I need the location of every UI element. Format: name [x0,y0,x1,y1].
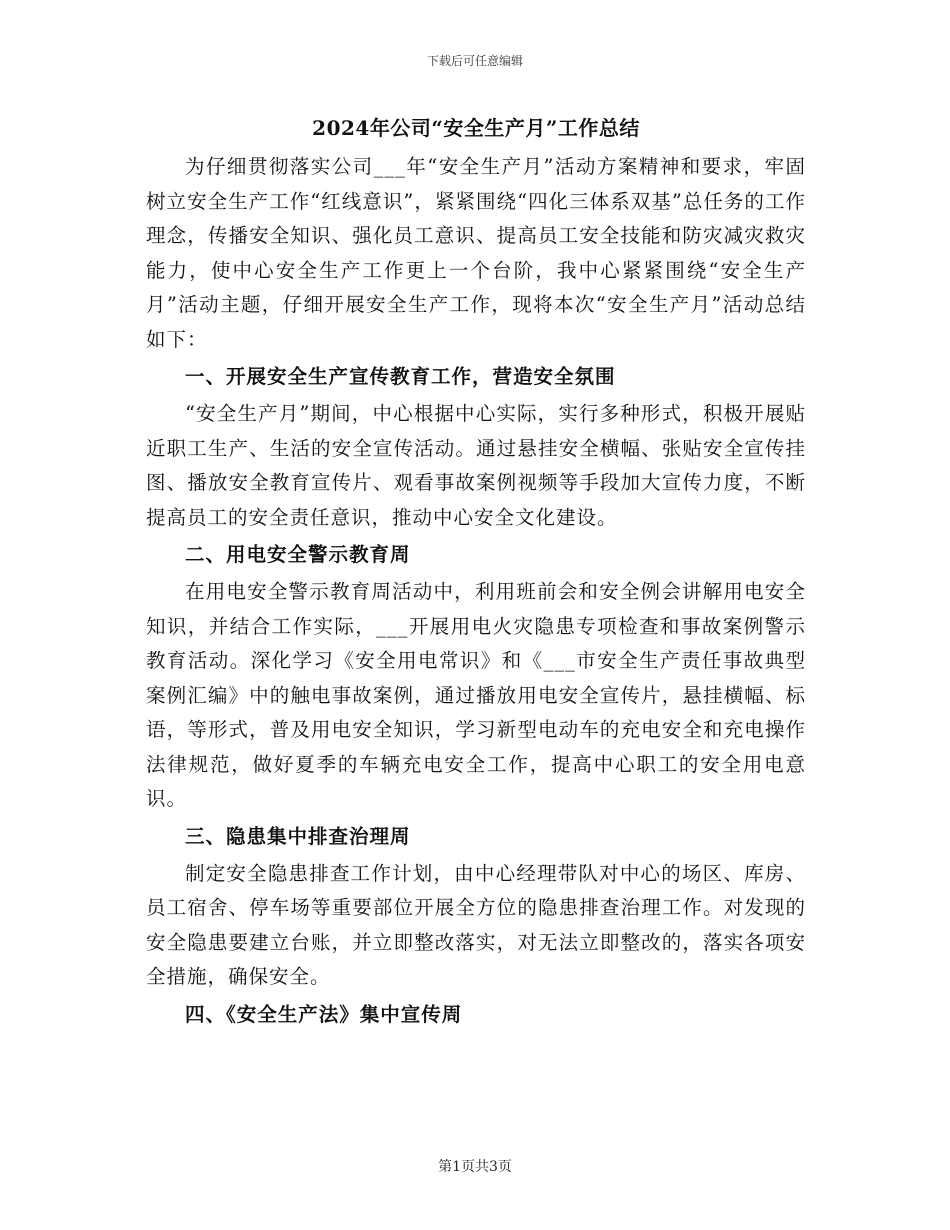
download-note: 下载后可任意编辑 [426,54,523,68]
section-paragraph-1: “安全生产月”期间，中心根据中心实际，实行多种形式，积极开展贴近职工生产、生活的安全宣传活动。通过悬挂安全横幅、张贴安全宣传挂图、播放安全教育宣传片、观看事故案例视频等手段加大宣传力度，不断提高员工的安全责任意识，推动中心安全文化建设。 [146,402,806,529]
section-heading-2: 二、用电安全警示教育周 [185,543,411,566]
section-paragraph-3: 制定安全隐患排查工作计划，由中心经理带队对中心的场区、库房、员工宿舍、停车场等重要部位开展全方位的隐患排查治理工作。对发现的安全隐患要建立台账，并立即整改落实，对无法立即整改的，落实各项安全措施，确保安全。 [146,861,806,988]
page-number: 第1页共3页 [438,1159,512,1175]
section-heading-4: 四、《安全生产法》集中宣传周 [185,1002,463,1026]
section-paragraph-2: 在用电安全警示教育周活动中，利用班前会和安全例会讲解用电安全知识，并结合工作实际，___开展用电火灾隐患专项检查和事故案例警示教育活动。深化学习《安全用电常识》和《___市安全生产责任事故典型案例汇编》中的触电事故案例，通过播放用电安全宣传片，悬挂横幅、标语，等形式，普及用电安全知识，学习新型电动车的充电安全和充电操作法律规范，做好夏季的车辆充电安全工作，提高中心职工的安全用电意识。 [146,580,806,810]
document-title: 2024年公司“安全生产月”工作总结 [312,116,640,140]
document-body [146,112,806,1035]
intro-paragraph: 为仔细贯彻落实公司___年“安全生产月”活动方案精神和要求，牢固树立安全生产工作“红线意识”，紧紧围绕“四化三体系双基”总任务的工作理念，传播安全知识、强化员工意识、提高员工安全技能和防灾减灾救灾能力，使中心安全生产工作更上一个台阶，我中心紧紧围绕“安全生产月”活动主题，仔细开展安全生产工作，现将本次“安全生产月”活动总结如下： [146,155,806,351]
section-heading-1: 一、开展安全生产宣传教育工作，营造安全氛围 [185,365,616,388]
section-heading-3: 三、隐患集中排查治理周 [185,824,411,848]
